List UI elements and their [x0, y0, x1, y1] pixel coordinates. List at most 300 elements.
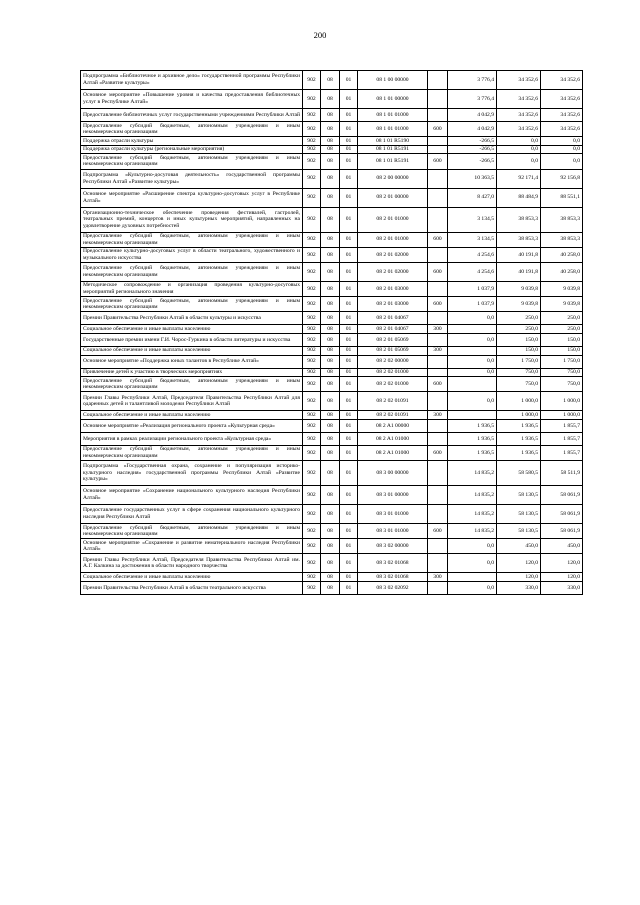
row-target-article: 08 2 02 01091	[358, 392, 428, 411]
row-name: Основное мероприятие «Реализация регионального проекта «Культурная среда»	[81, 419, 303, 432]
row-section-code: 08	[321, 554, 340, 573]
row-section-code: 08	[321, 90, 340, 109]
row-amount-2: 120,0	[497, 573, 541, 582]
row-target-article: 08 1 01 R5190	[358, 137, 428, 146]
row-section-code: 08	[321, 325, 340, 334]
table-row	[81, 377, 583, 392]
row-amount-2: 250,0	[497, 325, 541, 334]
row-amount-3: 40 258,0	[541, 262, 583, 281]
row-amount-1	[448, 573, 497, 582]
row-amount-3: 34 352,6	[541, 90, 583, 109]
row-subsection-code: 01	[340, 207, 358, 232]
row-amount-3: 9 039,8	[541, 297, 583, 312]
row-target-article: 08 3 01 01000	[358, 524, 428, 539]
row-amount-2: 1 750,0	[497, 355, 541, 368]
row-amount-2: 1 000,0	[497, 392, 541, 411]
row-subsection-code: 01	[340, 232, 358, 247]
row-subsection-code: 01	[340, 325, 358, 334]
row-amount-1: 3 776,4	[448, 90, 497, 109]
row-expense-type: 600	[428, 262, 448, 281]
row-section-code: 08	[321, 188, 340, 207]
row-expense-type: 300	[428, 573, 448, 582]
table-row	[81, 122, 583, 137]
row-target-article: 08 1 00 00000	[358, 71, 428, 90]
row-amount-3: 250,0	[541, 325, 583, 334]
row-amount-2: 0,0	[497, 145, 541, 154]
row-subsection-code: 01	[340, 71, 358, 90]
table-row	[81, 281, 583, 296]
table-row	[81, 445, 583, 460]
row-amount-2: 1 000,0	[497, 411, 541, 420]
table-row	[81, 554, 583, 573]
row-amount-3: 250,0	[541, 312, 583, 325]
row-target-article: 08 2 01 01000	[358, 232, 428, 247]
row-target-article: 08 2 02 01000	[358, 377, 428, 392]
row-amount-2: 38 853,3	[497, 232, 541, 247]
row-amount-2: 1 936,5	[497, 445, 541, 460]
row-gr-code: 902	[303, 281, 321, 296]
table-row	[81, 325, 583, 334]
row-name: Государственные премии имени Г.И. Чорос-Гуркина в области литературы и искусства	[81, 333, 303, 346]
row-target-article: 08 2 02 01091	[358, 411, 428, 420]
row-amount-1: 0,0	[448, 392, 497, 411]
row-target-article: 08 2 01 04067	[358, 325, 428, 334]
budget-table-body	[81, 71, 583, 595]
row-section-code: 08	[321, 207, 340, 232]
row-subsection-code: 01	[340, 486, 358, 505]
row-gr-code: 902	[303, 137, 321, 146]
row-name: Предоставление субсидий бюджетным, автономным учреждениям и иным некоммерческим организациям	[81, 297, 303, 312]
table-row	[81, 169, 583, 188]
row-target-article: 08 1 01 00000	[358, 90, 428, 109]
table-row	[81, 573, 583, 582]
row-subsection-code: 01	[340, 169, 358, 188]
row-amount-3: 0,0	[541, 137, 583, 146]
row-target-article: 08 2 01 03000	[358, 297, 428, 312]
row-amount-2: 150,0	[497, 333, 541, 346]
table-row	[81, 392, 583, 411]
row-amount-1: 1 037,9	[448, 281, 497, 296]
row-gr-code: 902	[303, 539, 321, 554]
row-subsection-code: 01	[340, 312, 358, 325]
row-amount-2: 58 130,5	[497, 505, 541, 524]
row-amount-2: 0,0	[497, 154, 541, 169]
row-amount-3: 450,0	[541, 539, 583, 554]
row-target-article: 08 3 01 00000	[358, 486, 428, 505]
row-subsection-code: 01	[340, 333, 358, 346]
row-amount-1: 4 042,9	[448, 109, 497, 122]
row-amount-2: 88 484,9	[497, 188, 541, 207]
row-gr-code: 902	[303, 109, 321, 122]
table-row	[81, 419, 583, 432]
row-expense-type	[428, 145, 448, 154]
row-amount-3: 58 511,9	[541, 461, 583, 486]
row-name: Методическое сопровождение и организация проведения культурно-досуговых мероприятий регионального значения	[81, 281, 303, 296]
row-name: Премии Правительства Республики Алтай в области культуры и искусства	[81, 312, 303, 325]
row-amount-1: 0,0	[448, 539, 497, 554]
row-expense-type	[428, 392, 448, 411]
row-expense-type	[428, 247, 448, 262]
row-amount-1: -266,5	[448, 137, 497, 146]
row-gr-code: 902	[303, 346, 321, 355]
row-subsection-code: 01	[340, 90, 358, 109]
row-name: Мероприятия в рамках реализации регионального проекта «Культурная среда»	[81, 432, 303, 445]
row-expense-type: 300	[428, 325, 448, 334]
row-subsection-code: 01	[340, 355, 358, 368]
budget-table	[80, 70, 583, 595]
row-gr-code: 902	[303, 262, 321, 281]
table-row	[81, 333, 583, 346]
row-target-article: 08 3 02 01068	[358, 573, 428, 582]
table-row	[81, 297, 583, 312]
row-gr-code: 902	[303, 297, 321, 312]
table-row	[81, 145, 583, 154]
row-name: Предоставление субсидий бюджетным, автономным учреждениям и иным некоммерческим организациям	[81, 232, 303, 247]
row-amount-3: 58 061,9	[541, 505, 583, 524]
row-expense-type	[428, 312, 448, 325]
row-amount-1: 1 936,5	[448, 445, 497, 460]
row-expense-type	[428, 90, 448, 109]
row-expense-type	[428, 554, 448, 573]
row-amount-1: 4 254,6	[448, 247, 497, 262]
row-section-code: 08	[321, 154, 340, 169]
row-expense-type	[428, 505, 448, 524]
row-amount-3: 38 853,3	[541, 207, 583, 232]
row-name: Предоставление субсидий бюджетным, автономным учреждениям и иным некоммерческим организациям	[81, 262, 303, 281]
row-subsection-code: 01	[340, 154, 358, 169]
row-section-code: 08	[321, 486, 340, 505]
row-name: Основное мероприятие «Поддержка юных талантов в Республике Алтай»	[81, 355, 303, 368]
row-gr-code: 902	[303, 505, 321, 524]
row-amount-2: 750,0	[497, 377, 541, 392]
table-row	[81, 109, 583, 122]
row-section-code: 08	[321, 109, 340, 122]
row-gr-code: 902	[303, 377, 321, 392]
row-subsection-code: 01	[340, 539, 358, 554]
row-amount-2: 1 936,5	[497, 419, 541, 432]
row-section-code: 08	[321, 145, 340, 154]
row-amount-3: 58 061,9	[541, 524, 583, 539]
row-amount-3: 1 855,7	[541, 432, 583, 445]
row-name: Предоставление субсидий бюджетным, автономным учреждениям и иным некоммерческим организациям	[81, 154, 303, 169]
row-amount-1	[448, 377, 497, 392]
row-target-article: 08 3 02 02092	[358, 582, 428, 595]
row-section-code: 08	[321, 169, 340, 188]
row-amount-1: 14 835,2	[448, 505, 497, 524]
row-section-code: 08	[321, 312, 340, 325]
row-expense-type	[428, 582, 448, 595]
row-amount-1: 14 835,2	[448, 486, 497, 505]
row-gr-code: 902	[303, 207, 321, 232]
table-row	[81, 71, 583, 90]
table-row	[81, 154, 583, 169]
row-name: Предоставление субсидий бюджетным, автономным учреждениям и иным некоммерческим организациям	[81, 122, 303, 137]
row-amount-3: 150,0	[541, 333, 583, 346]
row-section-code: 08	[321, 71, 340, 90]
row-name: Поддержка отрасли культуры	[81, 137, 303, 146]
row-section-code: 08	[321, 346, 340, 355]
row-subsection-code: 01	[340, 461, 358, 486]
row-amount-2: 58 130,5	[497, 486, 541, 505]
row-amount-3: 750,0	[541, 368, 583, 377]
row-amount-2: 0,0	[497, 137, 541, 146]
row-amount-3: 34 352,6	[541, 109, 583, 122]
row-name: Социальное обеспечение и иные выплаты населению	[81, 411, 303, 420]
row-amount-2: 92 171,4	[497, 169, 541, 188]
row-name: Подпрограмма «Библиотечное и архивное дело» государственной программы Республики Алтай «Развитие культуры»	[81, 71, 303, 90]
row-section-code: 08	[321, 297, 340, 312]
row-subsection-code: 01	[340, 188, 358, 207]
row-amount-1: 0,0	[448, 312, 497, 325]
row-subsection-code: 01	[340, 262, 358, 281]
row-amount-1: 4 042,9	[448, 122, 497, 137]
row-amount-1: 3 134,5	[448, 207, 497, 232]
row-expense-type: 600	[428, 377, 448, 392]
row-gr-code: 902	[303, 461, 321, 486]
row-gr-code: 902	[303, 145, 321, 154]
row-gr-code: 902	[303, 188, 321, 207]
row-amount-3: 330,0	[541, 582, 583, 595]
row-gr-code: 902	[303, 90, 321, 109]
row-expense-type: 600	[428, 232, 448, 247]
row-target-article: 08 1 01 R5191	[358, 154, 428, 169]
row-name: Предоставление субсидий бюджетным, автономным учреждениям и иным некоммерческим организациям	[81, 524, 303, 539]
row-subsection-code: 01	[340, 573, 358, 582]
row-expense-type	[428, 368, 448, 377]
row-amount-1: 0,0	[448, 368, 497, 377]
row-subsection-code: 01	[340, 297, 358, 312]
row-amount-3: 34 352,6	[541, 122, 583, 137]
row-section-code: 08	[321, 524, 340, 539]
row-amount-2: 9 039,8	[497, 281, 541, 296]
row-amount-2: 330,0	[497, 582, 541, 595]
row-target-article: 08 2 00 00000	[358, 169, 428, 188]
row-name: Основное мероприятие «Повышение уровня и качества предоставления библиотечных услуг в Республике Алтай»	[81, 90, 303, 109]
row-section-code: 08	[321, 432, 340, 445]
row-subsection-code: 01	[340, 368, 358, 377]
row-gr-code: 902	[303, 392, 321, 411]
row-target-article: 08 2 01 03000	[358, 281, 428, 296]
table-row	[81, 232, 583, 247]
row-subsection-code: 01	[340, 145, 358, 154]
row-expense-type	[428, 419, 448, 432]
row-amount-2: 34 352,6	[497, 71, 541, 90]
row-section-code: 08	[321, 411, 340, 420]
row-section-code: 08	[321, 262, 340, 281]
row-amount-1: 10 363,5	[448, 169, 497, 188]
row-amount-2: 34 352,6	[497, 109, 541, 122]
row-name: Предоставление культурно-досуговых услуг в области театрального, художественного и музыкального искусства	[81, 247, 303, 262]
row-amount-3: 1 750,0	[541, 355, 583, 368]
row-section-code: 08	[321, 281, 340, 296]
row-section-code: 08	[321, 461, 340, 486]
row-target-article: 08 3 00 00000	[358, 461, 428, 486]
table-row	[81, 137, 583, 146]
row-amount-3: 0,0	[541, 145, 583, 154]
row-gr-code: 902	[303, 368, 321, 377]
row-name: Социальное обеспечение и иные выплаты населению	[81, 346, 303, 355]
row-amount-1: 3 134,5	[448, 232, 497, 247]
row-section-code: 08	[321, 355, 340, 368]
table-row	[81, 539, 583, 554]
row-target-article: 08 3 01 01000	[358, 505, 428, 524]
row-amount-1: -266,5	[448, 145, 497, 154]
row-gr-code: 902	[303, 71, 321, 90]
row-amount-2: 250,0	[497, 312, 541, 325]
row-target-article: 08 3 02 00000	[358, 539, 428, 554]
row-gr-code: 902	[303, 432, 321, 445]
row-amount-2: 750,0	[497, 368, 541, 377]
row-name: Предоставление субсидий бюджетным, автономным учреждениям и иным некоммерческим организациям	[81, 377, 303, 392]
row-name: Премии Правительства Республики Алтай в области театрального искусства	[81, 582, 303, 595]
row-gr-code: 902	[303, 411, 321, 420]
row-target-article: 08 2 02 00000	[358, 355, 428, 368]
table-row	[81, 524, 583, 539]
row-section-code: 08	[321, 419, 340, 432]
row-section-code: 08	[321, 539, 340, 554]
row-amount-2: 58 130,5	[497, 524, 541, 539]
row-target-article: 08 2 A1 00000	[358, 419, 428, 432]
row-amount-3: 40 258,0	[541, 247, 583, 262]
row-amount-1: 3 776,4	[448, 71, 497, 90]
row-gr-code: 902	[303, 247, 321, 262]
row-amount-3: 0,0	[541, 154, 583, 169]
row-target-article: 08 2 01 05069	[358, 346, 428, 355]
page-number: 200	[313, 30, 327, 40]
row-subsection-code: 01	[340, 109, 358, 122]
row-amount-2: 150,0	[497, 346, 541, 355]
row-name: Подпрограмма «Культурно-досуговая деятельность» государственной программы Республики Алтай «Развитие культуры»	[81, 169, 303, 188]
row-amount-3: 1 855,7	[541, 445, 583, 460]
row-amount-2: 58 580,5	[497, 461, 541, 486]
table-row	[81, 207, 583, 232]
table-row	[81, 346, 583, 355]
row-section-code: 08	[321, 368, 340, 377]
row-gr-code: 902	[303, 154, 321, 169]
row-amount-2: 9 039,8	[497, 297, 541, 312]
row-amount-3: 1 000,0	[541, 411, 583, 420]
row-expense-type	[428, 333, 448, 346]
row-expense-type	[428, 71, 448, 90]
row-gr-code: 902	[303, 419, 321, 432]
row-gr-code: 902	[303, 169, 321, 188]
row-amount-3: 58 061,9	[541, 486, 583, 505]
row-expense-type	[428, 461, 448, 486]
row-subsection-code: 01	[340, 247, 358, 262]
row-amount-1: -266,5	[448, 154, 497, 169]
row-amount-1: 0,0	[448, 554, 497, 573]
row-subsection-code: 01	[340, 445, 358, 460]
row-gr-code: 902	[303, 445, 321, 460]
row-subsection-code: 01	[340, 411, 358, 420]
row-amount-3: 150,0	[541, 346, 583, 355]
row-section-code: 08	[321, 137, 340, 146]
row-amount-1: 0,0	[448, 582, 497, 595]
row-name: Премии Главы Республики Алтай, Председателя Правительства Республики Алтай им. А.Г. Калкина за достижения в области народного творчества	[81, 554, 303, 573]
row-amount-1	[448, 411, 497, 420]
row-target-article: 08 2 01 05069	[358, 333, 428, 346]
row-amount-2: 40 191,8	[497, 247, 541, 262]
row-amount-2: 1 936,5	[497, 432, 541, 445]
row-gr-code: 902	[303, 554, 321, 573]
row-amount-1: 1 936,5	[448, 432, 497, 445]
row-name: Привлечение детей к участию в творческих мероприятиях	[81, 368, 303, 377]
row-name: Основное мероприятие «Сохранение и развитие нематериального наследия Республики Алтай»	[81, 539, 303, 554]
row-expense-type	[428, 137, 448, 146]
table-row	[81, 582, 583, 595]
row-amount-1: 8 427,0	[448, 188, 497, 207]
row-section-code: 08	[321, 505, 340, 524]
row-name: Предоставление библиотечных услуг государственными учреждениями Республики Алтай	[81, 109, 303, 122]
row-amount-3: 1 000,0	[541, 392, 583, 411]
row-target-article: 08 2 01 02000	[358, 262, 428, 281]
row-amount-1: 1 936,5	[448, 419, 497, 432]
row-section-code: 08	[321, 377, 340, 392]
table-row	[81, 188, 583, 207]
row-subsection-code: 01	[340, 137, 358, 146]
row-section-code: 08	[321, 445, 340, 460]
row-amount-3: 92 156,8	[541, 169, 583, 188]
row-amount-2: 34 352,6	[497, 122, 541, 137]
row-section-code: 08	[321, 392, 340, 411]
table-row	[81, 486, 583, 505]
table-row	[81, 505, 583, 524]
row-amount-3: 9 039,8	[541, 281, 583, 296]
row-gr-code: 902	[303, 524, 321, 539]
row-expense-type	[428, 281, 448, 296]
table-row	[81, 411, 583, 420]
row-target-article: 08 1 01 01000	[358, 109, 428, 122]
row-expense-type: 600	[428, 154, 448, 169]
row-subsection-code: 01	[340, 392, 358, 411]
row-subsection-code: 01	[340, 554, 358, 573]
row-name: Социальное обеспечение и иные выплаты населению	[81, 325, 303, 334]
row-expense-type	[428, 169, 448, 188]
row-gr-code: 902	[303, 312, 321, 325]
row-target-article: 08 2 02 01000	[358, 368, 428, 377]
table-row	[81, 90, 583, 109]
row-amount-1: 1 037,9	[448, 297, 497, 312]
row-name: Основное мероприятие «Расширение спектра культурно-досуговых услуг в Республике Алтай»	[81, 188, 303, 207]
row-amount-3: 750,0	[541, 377, 583, 392]
row-amount-2: 38 853,3	[497, 207, 541, 232]
row-amount-3: 120,0	[541, 573, 583, 582]
row-section-code: 08	[321, 122, 340, 137]
row-target-article: 08 2 01 00000	[358, 188, 428, 207]
row-subsection-code: 01	[340, 505, 358, 524]
row-gr-code: 902	[303, 582, 321, 595]
row-amount-2: 450,0	[497, 539, 541, 554]
row-expense-type: 300	[428, 411, 448, 420]
row-name: Премии Главы Республики Алтай, Председателя Правительства Республики Алтай для одаренных детей и талантливой молодежи Республики Алтай	[81, 392, 303, 411]
row-gr-code: 902	[303, 486, 321, 505]
row-gr-code: 902	[303, 232, 321, 247]
row-name: Основное мероприятие «Сохранение национального культурного наследия Республики Алтай»	[81, 486, 303, 505]
row-target-article: 08 2 01 01000	[358, 207, 428, 232]
row-target-article: 08 2 A1 01000	[358, 432, 428, 445]
row-expense-type	[428, 486, 448, 505]
row-target-article: 08 1 01 R5191	[358, 145, 428, 154]
row-subsection-code: 01	[340, 281, 358, 296]
row-amount-3: 1 855,7	[541, 419, 583, 432]
row-expense-type: 600	[428, 524, 448, 539]
row-subsection-code: 01	[340, 377, 358, 392]
row-subsection-code: 01	[340, 432, 358, 445]
row-expense-type	[428, 109, 448, 122]
row-name: Поддержка отрасли культуры (региональные мероприятия)	[81, 145, 303, 154]
row-name: Предоставление государственных услуг в сфере сохранения национального культурного наследия Республики Алтай	[81, 505, 303, 524]
row-amount-1	[448, 325, 497, 334]
